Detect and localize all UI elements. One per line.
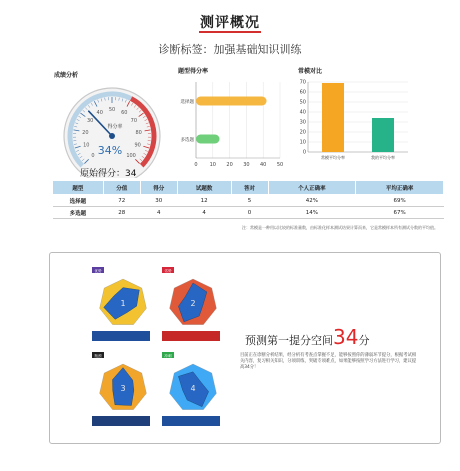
header-cell: 试题数 — [177, 181, 231, 195]
category-label: 常模平均分率 — [321, 155, 345, 160]
gauge-tick-label: 80 — [135, 129, 142, 136]
page-title: 测评概况 — [200, 15, 260, 31]
header-cell: 分值 — [103, 181, 140, 195]
prediction-suffix: 分 — [358, 334, 370, 347]
table-cell: 5 — [231, 195, 268, 207]
table-cell: 72 — [103, 195, 140, 207]
score-gauge — [54, 78, 174, 178]
header-cell: 答对 — [231, 181, 268, 195]
x-tick-label: 10 — [209, 162, 216, 168]
table-cell: 30 — [140, 195, 177, 207]
x-tick-label: 50 — [276, 162, 284, 168]
quadrant-caption-bar — [162, 331, 220, 341]
bar — [196, 97, 267, 106]
x-tick-label: 20 — [226, 162, 233, 168]
quadrant-tag-label: 劣势 — [164, 268, 172, 273]
quadrant-number: 3 — [120, 384, 126, 393]
gauge-value-label: 34% — [97, 144, 123, 157]
table-cell: 12 — [177, 195, 231, 207]
gauge-hub — [109, 133, 115, 139]
gauge-tick-label: 30 — [86, 118, 94, 125]
category-label: 我的平均分率 — [371, 155, 395, 160]
quadrant-radar-grid — [90, 265, 230, 435]
quadrant-number: 2 — [190, 299, 196, 308]
table-cell: 4 — [177, 207, 231, 219]
quadrant-number: 1 — [120, 299, 126, 308]
table-cell: 14% — [268, 207, 356, 219]
table-cell: 选择题 — [53, 195, 104, 207]
quadrant-panel — [162, 267, 220, 341]
raw-score: 原始得分：34 — [80, 169, 137, 179]
gauge-tick-label: 10 — [83, 142, 90, 149]
diagnosis-subtitle: 诊断标签：加强基础知识训练 — [158, 43, 302, 56]
gauge-tick-label: 60 — [121, 109, 128, 116]
quadrant-panel — [92, 267, 150, 341]
prediction-description: 目前正在诊断分析结果，经分析有考查点掌握不足，能够按照你的薄弱环节提分，根据考试相关内容，复习相关知识，分项训练，突破专项难点，如果能够按照学习方法进行学习，建议提高34分！ — [240, 353, 417, 370]
norm-footnote: 注：常模是一种用以比较的标准量数，由标准化样本测试结果计算而来，它是常模样本所有测试分数的平均值。 — [242, 225, 438, 230]
gauge-tick-label: 50 — [108, 107, 116, 113]
bar — [196, 135, 220, 144]
y-tick-label: 50 — [299, 99, 306, 106]
x-tick-label: 30 — [243, 162, 250, 168]
gauge-panel-title: 成绩分析 — [54, 72, 79, 79]
y-tick-label: 30 — [299, 119, 306, 126]
table-cell: 42% — [268, 195, 356, 207]
y-tick-label: 70 — [299, 79, 306, 86]
table-cell: 67% — [356, 207, 444, 219]
norm-compare-chart-title: 常模对比 — [298, 68, 323, 75]
table-cell: 69% — [356, 195, 444, 207]
table-cell: 多选题 — [53, 207, 104, 219]
y-tick-label: 0 — [302, 149, 306, 156]
gauge-tick-label: 0 — [91, 153, 95, 160]
header-cell: 题型 — [53, 181, 104, 195]
table-header-row — [53, 181, 444, 195]
bar — [322, 83, 344, 152]
gauge-center-label: 得分率 — [107, 124, 123, 130]
title-underline — [199, 31, 261, 33]
header-cell: 平均正确率 — [356, 181, 444, 195]
x-tick-label: 0 — [194, 162, 198, 168]
type-score-chart-title: 题型得分率 — [178, 68, 209, 75]
gauge-tick-label: 20 — [82, 129, 89, 136]
y-tick-label: 20 — [299, 129, 306, 136]
prediction-card — [49, 252, 441, 444]
x-tick-label: 40 — [260, 162, 267, 168]
quadrant-caption-bar — [92, 416, 150, 426]
table-cell: 28 — [103, 207, 140, 219]
header-cell: 个人正确率 — [268, 181, 356, 195]
quadrant-tag-label: 冲刺 — [164, 353, 172, 358]
quadrant-tag-label: 优势 — [94, 268, 102, 273]
gauge-tick-label: 70 — [130, 118, 138, 125]
quadrant-panel — [162, 352, 220, 426]
table-cell: 4 — [140, 207, 177, 219]
category-label: 选择题 — [180, 100, 194, 105]
gauge-tick-label: 40 — [96, 109, 103, 116]
y-tick-label: 10 — [299, 139, 306, 146]
quadrant-panel — [92, 352, 150, 426]
y-tick-label: 40 — [299, 109, 306, 116]
score-table — [52, 180, 444, 219]
quadrant-number: 4 — [190, 384, 196, 393]
gauge-tick-label: 100 — [126, 153, 136, 160]
bar — [372, 118, 394, 152]
table-row — [53, 195, 444, 207]
type-score-chart — [176, 76, 288, 176]
table-cell: 0 — [231, 207, 268, 219]
y-tick-label: 60 — [299, 89, 306, 96]
gauge-tick-label: 90 — [134, 142, 141, 149]
table-row — [53, 207, 444, 219]
quadrant-caption-bar — [92, 331, 150, 341]
prediction-number: 34 — [333, 325, 359, 349]
quadrant-tag-label: 瓶颈 — [94, 353, 102, 358]
prediction-title — [245, 325, 369, 349]
quadrant-caption-bar — [162, 416, 220, 426]
prediction-prefix: 预测第一提分空间 — [245, 334, 333, 347]
header-cell: 得分 — [140, 181, 177, 195]
category-label: 多选题 — [180, 138, 194, 143]
norm-compare-chart — [296, 76, 412, 176]
